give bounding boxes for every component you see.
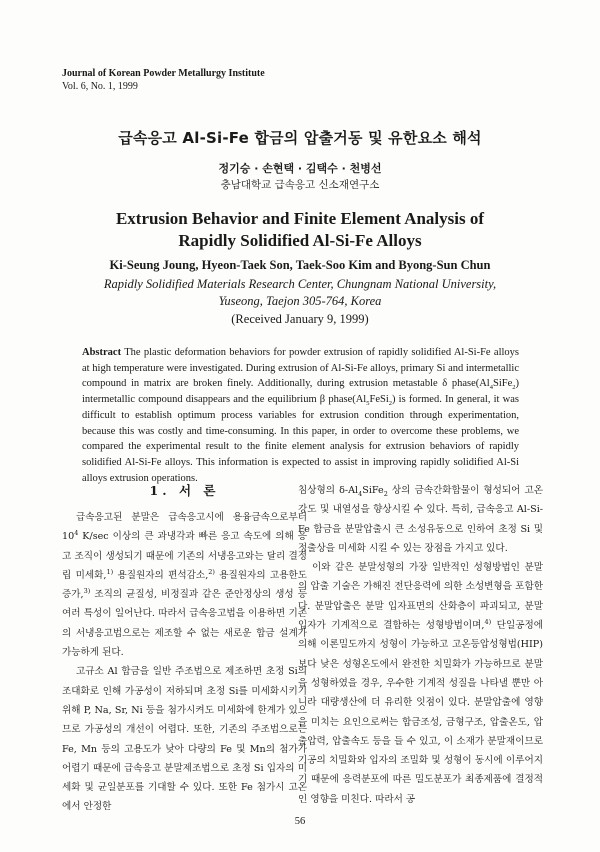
paragraph: 고규소 Al 합금을 일반 주조법으로 제조하면 초정 Si의 조대화로 인해 가공성이 저하되며 초정 Si를 미세화시키기 위해 P, Na, Sr, Ni 등을 첨가시켜도 미세화에 한계가 있으므로 가공성의 개선이 어렵다. 또한, 기존의 주조법으로는 Fe, Mn 등의 고용도가 낮아 다량의 Fe 및 Mn의 첨가가 어렵기 때문에 급속응고 분말제조법으로 초정 Si 입자의 미세화 및 균일분포를 기대할 수 있다. 또한 Fe 첨가시 고온에서 안정한 xyxy=(62,666,307,813)
english-affiliation-line1: Rapidly Solidified Materials Research Center, Chungnam National University, xyxy=(103,277,497,291)
page-number: 56 xyxy=(294,816,306,827)
korean-title: 급속응고 Al-Si-Fe 합금의 압출거동 및 유한요소 해석 xyxy=(118,129,482,147)
paragraph: 이와 같은 분말성형의 가장 일반적인 성형방법인 분말의 압출 기술은 가해진 전단응력에 의한 소성변형을 포함한다. 분말압출은 분말 입자표면의 산화층이 파괴되고, 분말입자가 기계적으로 결합하는 성형방법이며,$^{4)}$ 단일공정에 의해 이론밀도까지 성형이 가능하고 고온등압성형법(HIP)보다 낮은 성형온도에서 완전한 치밀화가 가능하므로 분말을 성형하였을 경우, 우수한 기계적 성질을 나타낼 뿐만 아니라 대량생산에 더 유리한 잇점이 있다. 분말압출에 영향을 미치는 요인으로써는 합금조성, 금형구조, 압출온도, 압출압력, 압출속도 등을 들 수 있고, 이 소재가 분말재이므로 기공의 치밀화와 입자의 조밀화 및 성형이 동시에 이루어지기 때문에 응력분포에 따른 밀도분포가 최종제품에 결정적인 영향을 미친다. 따라서 공 xyxy=(298,562,544,805)
english-authors: Ki-Seung Joung, Hyeon-Taek Son, Taek-Soo Kim and Byong-Sun Chun xyxy=(109,258,491,272)
english-title xyxy=(0,208,600,252)
journal-volume: Vol. 6, No. 1, 1999 xyxy=(62,81,138,92)
english-title-line2: Rapidly Solidified Al-Si-Fe Alloys xyxy=(178,231,422,250)
paragraph: 침상형의 $\delta-Al_4SiFe_2$ 상의 금속간화합물이 형성되어 고온강도 및 내열성을 향상시킬 수 있다. 특히, 급속응고 Al-Si-Fe 합금을 분말압출시 큰 소성유동으로 인하여 초정 Si 및 정출상을 미세화 시킬 수 있는 장점을 가지고 있다. xyxy=(298,485,543,554)
left-column xyxy=(62,508,307,817)
korean-authors: 정기승 · 손현택 · 김택수 · 천병선 xyxy=(218,162,382,175)
english-affiliation-line2: Yuseong, Taejon 305-764, Korea xyxy=(218,294,382,308)
abstract-label: Abstract xyxy=(82,347,122,358)
paragraph: 급속응고된 분말은 급속응고시에 용융금속으로부터 $10^4$ K/sec 이상의 큰 과냉각과 빠른 응고 속도에 의해 응고 조직이 생성되기 때문에 기존의 서냉응고와는 달리 결정립 미세화,$^{1)}$ 용질원자의 편석감소,$^{2)}$ 용질원자의 고용한도 증가,$^{3)}$ 조직의 균질성, 비정질과 같은 준안정상의 생성 등 여러 특성이 일어난다. 따라서 급속응고법을 이용하면 기존의 서냉응고법으로는 제조할 수 없는 새로운 합금 설계가 가능하게 된다. xyxy=(62,512,307,659)
english-title-line1: Extrusion Behavior and Finite Element Analysis of xyxy=(115,209,485,228)
abstract: Abstract The plastic deformation behaviors for powder extrusion of rapidly solidified Al-Si-Fe alloys at high temperature were investigated. During extrusion of Al-Si-Fe alloys, primary Si and intermetallic compound in matrix are broken finely. Additionally, during extrusion metastable δ $phase(Al_4SiFe_2)$ intermetallic compound disappears and the equilibrium β $phase(Al_5FeSi_2)$ is formed. In general, it was difficult to establish optimum process variables for extrusion condition through experimentation, because this was costly and time-consuming. In this paper, in order to overcome these problems, we compared the experimental result to the finite element analysis for extrusion behaviors of rapidly solidified Al-Si-Fe alloys. This information is expected to assist in improving rapidly solidified Al-Si alloys extrusion operations. xyxy=(82,347,519,484)
section-heading-introduction: 1. 서 론 xyxy=(149,483,220,498)
right-column xyxy=(298,481,543,809)
korean-affiliation: 충남대학교 급속응고 신소재연구소 xyxy=(220,179,380,191)
received-date: (Received January 9, 1999) xyxy=(231,312,369,326)
journal-name: Journal of Korean Powder Metallurgy Institute xyxy=(62,68,265,79)
english-affiliation xyxy=(0,276,600,310)
